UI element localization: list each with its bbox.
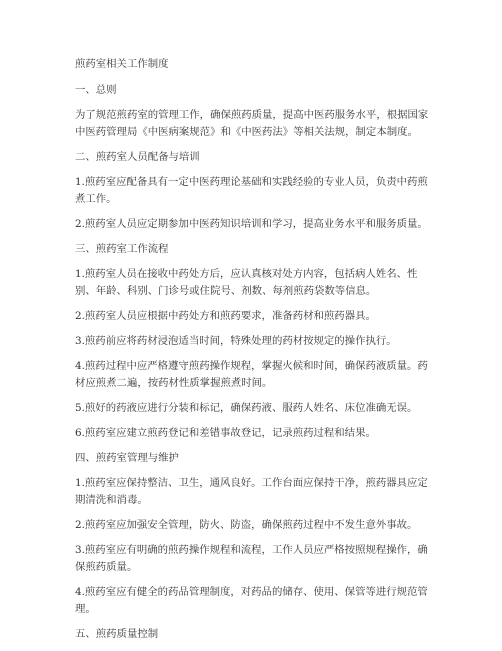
section-heading-4: 四、煎药室管理与维护 [75,452,179,464]
document-title: 煎药室相关工作制度 [75,58,169,70]
section-heading-2: 二、煎药室人员配备与培训 [75,151,200,163]
paragraph: 1.煎药室应配备具有一定中医药理论基础和实践经验的专业人员，负责中药煎煮工作。 [75,176,428,205]
document-page [75,56,430,651]
section-heading-3: 三、煎药室工作流程 [75,243,169,255]
paragraph: 3.煎药前应将药材浸泡适当时间，特殊处理的药材按规定的操作执行。 [75,335,397,347]
paragraph: 为了规范煎药室的管理工作，确保煎药质量，提高中医药服务水平，根据国家中医药管理局《中医病案规范》和《中医药法》等相关法规，制定本制度。 [75,109,429,138]
section-heading-1: 一、总则 [75,84,117,96]
paragraph: 4.煎药过程中应严格遵守煎药操作规程，掌握火候和时间，确保药液质量。药材应煎煮二遍，按药材性质掌握煎煮时间。 [75,360,428,389]
paragraph: 2.煎药室应加强安全管理，防火、防盗，确保煎药过程中不发生意外事故。 [75,519,418,531]
paragraph: 1.煎药室应保持整洁、卫生，通风良好。工作台面应保持干净，煎药器具应定期清洗和消毒。 [75,477,428,506]
paragraph: 1.煎药室人员在接收中药处方后，应认真核对处方内容，包括病人姓名、性别、年龄、科别、门诊号或住院号、剂数、每剂煎药袋数等信息。 [75,268,418,297]
paragraph: 4.煎药室应有健全的药品管理制度，对药品的储存、使用、保管等进行规范管理。 [75,586,428,615]
paragraph: 2.煎药室人员应定期参加中医药知识培训和学习，提高业务水平和服务质量。 [75,218,428,230]
paragraph: 2.煎药室人员应根据中药处方和煎药要求，准备药材和煎药器具。 [75,310,376,322]
paragraph: 3.煎药室应有明确的煎药操作规程和流程，工作人员应严格按照规程操作，确保煎药质量。 [75,544,428,573]
paragraph: 6.煎药室应建立煎药登记和差错事故登记，记录煎药过程和结果。 [75,427,376,439]
section-heading-5: 五、煎药质量控制 [75,628,159,640]
paragraph: 5.煎好的药液应进行分装和标记，确保药液、服药人姓名、床位准确无误。 [75,402,418,414]
